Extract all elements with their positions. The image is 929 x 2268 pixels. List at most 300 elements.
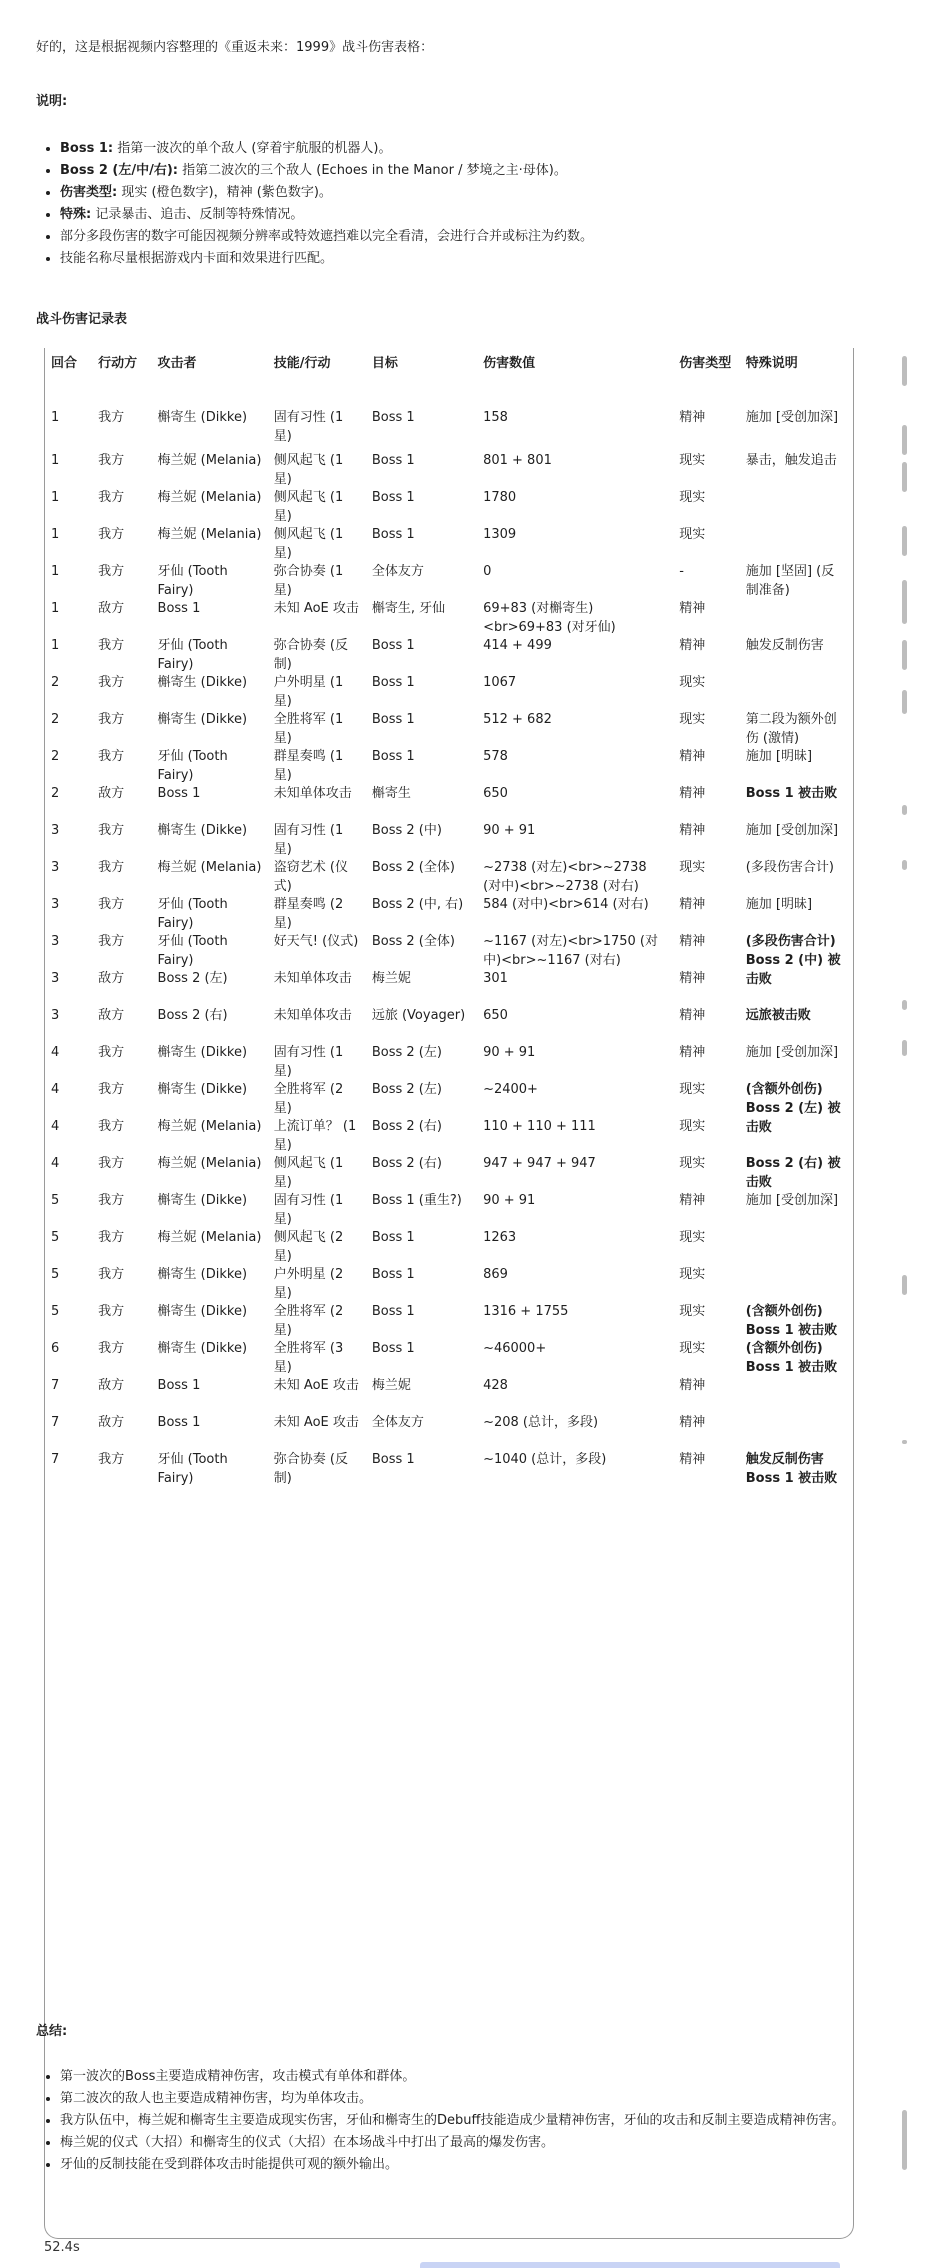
cell-text: 7 <box>51 1415 60 1430</box>
cell-text: 精神 <box>679 897 706 912</box>
table-cell <box>268 525 366 562</box>
table-cell <box>152 599 268 636</box>
column-header <box>740 348 853 402</box>
table-cell <box>45 1117 92 1154</box>
table-cell <box>152 1117 268 1154</box>
table-cell <box>673 969 740 1006</box>
table-cell <box>740 747 853 784</box>
table-row <box>45 1413 853 1450</box>
table-cell <box>673 1043 740 1080</box>
scrollbar-segment[interactable] <box>902 805 907 815</box>
note-label: 伤害类型: <box>60 185 118 200</box>
cell-text: Boss 1 <box>371 453 415 468</box>
table-header-row <box>45 348 853 402</box>
table-cell <box>268 636 366 673</box>
table-cell <box>152 402 268 451</box>
table-row <box>45 1339 853 1376</box>
cell-text: Boss 1 (重生?) <box>371 1193 462 1208</box>
cell-text: 户外明星 (2星) <box>273 1267 344 1301</box>
table-cell <box>92 895 151 932</box>
table-cell <box>152 784 268 821</box>
cell-text: 现实 <box>679 1341 706 1356</box>
table-cell <box>152 1228 268 1265</box>
table-cell <box>152 858 268 895</box>
cell-text: 施加 [明昧] <box>745 749 813 764</box>
cell-text: 固有习性 (1星) <box>273 1045 344 1079</box>
table-cell <box>740 488 853 525</box>
elapsed-timer: 52.4s <box>44 2240 80 2255</box>
table-cell <box>92 1302 151 1339</box>
table-row <box>45 1265 853 1302</box>
table-cell <box>45 1228 92 1265</box>
column-header <box>366 348 477 402</box>
cell-text: 精神 <box>679 1008 706 1023</box>
cell-text: 侧风起飞 (1星) <box>273 490 344 524</box>
column-header <box>477 348 673 402</box>
table-cell <box>740 1302 853 1339</box>
cell-text: 我方 <box>98 638 125 653</box>
column-header <box>268 348 366 402</box>
table-cell <box>477 858 673 895</box>
cell-text: 精神 <box>679 1193 706 1208</box>
table-cell <box>268 821 366 858</box>
cell-text: 现实 <box>679 1156 706 1171</box>
table-row <box>45 895 853 932</box>
table-cell <box>92 488 151 525</box>
summary-list <box>40 2066 880 2176</box>
table-cell <box>673 1376 740 1413</box>
table-cell <box>477 747 673 784</box>
table-cell <box>45 1450 92 1487</box>
cell-text: 现实 <box>679 1082 706 1097</box>
cell-text: 触发反制伤害 Boss 1 被击败 <box>745 1452 838 1486</box>
table-row <box>45 1228 853 1265</box>
table-cell <box>92 1228 151 1265</box>
cell-text: Boss 1 <box>371 749 415 764</box>
table-cell <box>740 525 853 562</box>
table-row <box>45 747 853 784</box>
table-cell <box>673 1413 740 1450</box>
table-cell <box>152 932 268 969</box>
cell-text: 1 <box>51 527 60 542</box>
cell-text: Boss 1 <box>371 675 415 690</box>
cell-text: 90 + 91 <box>483 1193 536 1208</box>
cell-text: 施加 [受创加深] <box>745 1193 839 1208</box>
table-cell <box>268 1154 366 1191</box>
table-cell <box>366 1339 477 1376</box>
table-cell <box>152 1339 268 1376</box>
table-cell <box>268 1228 366 1265</box>
cell-text: (含额外创伤) Boss 2 (左) 被击败 <box>745 1082 841 1135</box>
cell-text: 固有习性 (1星) <box>273 410 344 444</box>
summary-heading: 总结: <box>36 2024 68 2039</box>
table-row <box>45 562 853 599</box>
cell-text: Boss 1 <box>371 527 415 542</box>
table-cell <box>477 969 673 1006</box>
cell-text: Boss 1 <box>371 712 415 727</box>
table-cell <box>740 1191 853 1228</box>
cell-text: 我方 <box>98 675 125 690</box>
cell-text: 侧风起飞 (1星) <box>273 1156 344 1190</box>
cell-text: 现实 <box>679 675 706 690</box>
table-cell <box>366 562 477 599</box>
cell-text: 现实 <box>679 860 706 875</box>
table-cell <box>366 1191 477 1228</box>
table-cell <box>92 1080 151 1117</box>
table-cell <box>477 932 673 969</box>
cell-text: Boss 1 <box>371 410 415 425</box>
cell-text: Boss 2 (中) <box>371 823 442 838</box>
cell-text: 4 <box>51 1045 60 1060</box>
table-cell <box>673 1228 740 1265</box>
cell-text <box>746 488 847 525</box>
column-header-label: 伤害类型 <box>679 356 732 371</box>
damage-table <box>45 348 853 1487</box>
cell-text: Boss 1 <box>371 638 415 653</box>
cell-text: 2 <box>51 749 60 764</box>
table-cell <box>740 1265 853 1302</box>
table-cell <box>477 1376 673 1413</box>
table-cell <box>268 1450 366 1487</box>
scrollbar-segment[interactable] <box>902 526 907 556</box>
cell-text: 2 <box>51 786 60 801</box>
table-cell <box>92 1043 151 1080</box>
cell-text: 2 <box>51 712 60 727</box>
column-header <box>45 348 92 402</box>
table-cell <box>152 525 268 562</box>
cell-text: (多段伤害合计) <box>745 860 834 875</box>
cell-text: 我方 <box>98 1341 125 1356</box>
cell-text: ~1040 (总计，多段) <box>483 1452 607 1467</box>
table-row <box>45 821 853 858</box>
cell-text: 牙仙 (Tooth Fairy) <box>157 897 228 931</box>
cell-text: 敌方 <box>98 1378 125 1393</box>
table-row <box>45 1117 853 1154</box>
table-cell <box>92 636 151 673</box>
cell-text: 槲寄生 (Dikke) <box>157 1341 248 1356</box>
cell-text: 远旅 (Voyager) <box>371 1008 466 1023</box>
table-cell <box>366 1117 477 1154</box>
cell-text: 428 <box>483 1378 508 1393</box>
note-text: 记录暴击、追击、反制等特殊情况。 <box>91 207 304 222</box>
cell-text: 我方 <box>98 823 125 838</box>
cell-text: Boss 2 (全体) <box>371 860 455 875</box>
table-cell <box>673 673 740 710</box>
table-cell <box>673 562 740 599</box>
table-cell <box>268 932 366 969</box>
scrollbar-segment[interactable] <box>902 462 907 492</box>
table-cell <box>366 636 477 673</box>
table-cell <box>152 1265 268 1302</box>
table-cell <box>477 1191 673 1228</box>
summary-item: • 牙仙的反制技能在受到群体攻击时能提供可观的额外输出。 <box>60 2154 880 2176</box>
table-cell <box>366 969 477 1006</box>
table-cell <box>673 1154 740 1191</box>
cell-text: Boss 2 (左) <box>371 1082 442 1097</box>
cell-text: 精神 <box>679 823 706 838</box>
table-cell <box>366 402 477 451</box>
table-row <box>45 525 853 562</box>
cell-text: 我方 <box>98 1230 125 1245</box>
cell-text: 梅兰妮 (Melania) <box>157 1230 262 1245</box>
table-cell <box>45 1413 92 1450</box>
cell-text: 我方 <box>98 564 125 579</box>
cell-text: 弥合协奏 (反制) <box>273 638 348 672</box>
table-cell <box>477 673 673 710</box>
cell-text: 梅兰妮 <box>371 1378 411 1393</box>
table-cell <box>92 1191 151 1228</box>
table-cell <box>740 895 853 932</box>
table-cell <box>477 821 673 858</box>
table-cell <box>268 451 366 488</box>
cell-text: 未知 AoE 攻击 <box>273 1415 359 1430</box>
table-cell <box>152 895 268 932</box>
cell-text <box>746 673 847 710</box>
table-row <box>45 402 853 451</box>
table-cell <box>152 488 268 525</box>
table-cell <box>477 1006 673 1043</box>
table-cell <box>477 895 673 932</box>
column-header <box>92 348 151 402</box>
scrollbar-segment[interactable] <box>902 356 907 386</box>
cell-text: 我方 <box>98 1082 125 1097</box>
scrollbar-segment[interactable] <box>902 1040 907 1056</box>
table-row <box>45 1080 853 1117</box>
column-header <box>673 348 740 402</box>
table-cell <box>366 1228 477 1265</box>
table-cell <box>45 1191 92 1228</box>
table-cell <box>477 1154 673 1191</box>
summary-item: • 第一波次的Boss主要造成精神伤害，攻击模式有单体和群体。 <box>60 2066 880 2088</box>
cell-text: 精神 <box>679 1452 706 1467</box>
column-header-label: 回合 <box>51 356 78 371</box>
cell-text: Boss 1 <box>157 786 201 801</box>
table-cell <box>366 1154 477 1191</box>
table-cell <box>673 1080 740 1117</box>
cell-text: 现实 <box>679 1230 706 1245</box>
note-item <box>60 204 593 226</box>
table-row <box>45 710 853 747</box>
table-cell <box>673 1117 740 1154</box>
cell-text: 现实 <box>679 1119 706 1134</box>
cell-text: 侧风起飞 (1星) <box>273 527 344 561</box>
cell-text: 1780 <box>483 490 517 505</box>
column-header-label: 伤害数值 <box>483 356 536 371</box>
table-cell <box>152 969 268 1006</box>
table-cell <box>92 1117 151 1154</box>
cell-text: 110 + 110 + 111 <box>483 1119 596 1134</box>
table-cell <box>268 747 366 784</box>
cell-text: 敌方 <box>98 786 125 801</box>
cell-text: Boss 1 <box>157 1415 201 1430</box>
cell-text: 梅兰妮 (Melania) <box>157 527 262 542</box>
table-cell <box>92 402 151 451</box>
table-cell <box>268 1302 366 1339</box>
cell-text: 敌方 <box>98 1008 125 1023</box>
note-text: 现实 (橙色数字)，精神 (紫色数字)。 <box>117 185 332 200</box>
table-row <box>45 858 853 895</box>
cell-text: 7 <box>51 1378 60 1393</box>
cell-text: 精神 <box>679 601 706 616</box>
cell-text <box>746 1413 847 1450</box>
note-item <box>60 226 593 248</box>
cell-text: 我方 <box>98 527 125 542</box>
table-cell <box>740 673 853 710</box>
table-cell <box>477 1043 673 1080</box>
cell-text: 侧风起飞 (2星) <box>273 1230 344 1264</box>
note-label: 特殊: <box>60 207 92 222</box>
table-cell <box>92 1450 151 1487</box>
cell-text: ~46000+ <box>483 1341 547 1356</box>
cell-text: 我方 <box>98 1452 125 1467</box>
scrollbar-segment[interactable] <box>902 860 907 870</box>
cell-text: 施加 [受创加深] <box>745 410 839 425</box>
cell-text: 我方 <box>98 749 125 764</box>
table-cell <box>45 969 92 1006</box>
scrollbar-segment[interactable] <box>902 690 907 714</box>
cell-text: 1 <box>51 410 60 425</box>
cell-text: 我方 <box>98 1156 125 1171</box>
table-heading: 战斗伤害记录表 <box>36 312 128 327</box>
damage-table-container <box>44 348 854 2239</box>
cell-text: 梅兰妮 (Melania) <box>157 860 262 875</box>
table-row <box>45 1302 853 1339</box>
cell-text: 固有习性 (1星) <box>273 1193 344 1227</box>
scrollbar-segment[interactable] <box>902 1440 907 1444</box>
cell-text: 梅兰妮 (Melania) <box>157 490 262 505</box>
table-cell <box>366 1450 477 1487</box>
cell-text: 4 <box>51 1082 60 1097</box>
table-cell <box>268 1265 366 1302</box>
table-cell <box>92 969 151 1006</box>
table-cell <box>673 747 740 784</box>
cell-text: 精神 <box>679 786 706 801</box>
cell-text: 牙仙 (Tooth Fairy) <box>157 1452 228 1486</box>
cell-text: 1316 + 1755 <box>483 1304 569 1319</box>
column-header <box>152 348 268 402</box>
cell-text: 槲寄生 (Dikke) <box>157 823 248 838</box>
cell-text: 869 <box>483 1267 508 1282</box>
table-cell <box>740 821 853 858</box>
cell-text: 槲寄生 (Dikke) <box>157 1045 248 1060</box>
table-cell <box>152 1376 268 1413</box>
table-cell <box>740 636 853 673</box>
cell-text: 301 <box>483 971 508 986</box>
table-cell <box>152 1191 268 1228</box>
table-cell <box>45 488 92 525</box>
scrollbar-segment[interactable] <box>902 425 907 455</box>
table-cell <box>92 1265 151 1302</box>
table-cell <box>740 599 853 636</box>
table-cell <box>366 673 477 710</box>
table-cell <box>152 1413 268 1450</box>
table-cell <box>152 1302 268 1339</box>
table-cell <box>268 1117 366 1154</box>
cell-text: 0 <box>483 564 492 579</box>
table-row <box>45 451 853 488</box>
table-cell <box>673 1191 740 1228</box>
table-cell <box>740 1043 853 1080</box>
table-cell <box>673 784 740 821</box>
table-cell <box>673 858 740 895</box>
cell-text: 1309 <box>483 527 517 542</box>
table-cell <box>268 1006 366 1043</box>
cell-text: 现实 <box>679 1304 706 1319</box>
scrollbar-segment[interactable] <box>902 580 907 624</box>
table-cell <box>45 1006 92 1043</box>
table-row <box>45 1376 853 1413</box>
table-cell <box>268 784 366 821</box>
cell-text: 578 <box>483 749 508 764</box>
cell-text: 我方 <box>98 453 125 468</box>
scrollbar-segment[interactable] <box>902 1000 907 1010</box>
cell-text: 梅兰妮 (Melania) <box>157 1156 262 1171</box>
scrollbar-segment[interactable] <box>902 640 907 670</box>
table-cell <box>45 599 92 636</box>
cell-text: 全胜将军 (2星) <box>273 1082 344 1116</box>
cell-text: 我方 <box>98 1193 125 1208</box>
cell-text: Boss 1 <box>371 1452 415 1467</box>
cell-text: 远旅被击败 <box>745 1008 811 1023</box>
cell-text <box>746 525 847 562</box>
cell-text: 512 + 682 <box>483 712 552 727</box>
cell-text: Boss 2 (左) <box>371 1045 442 1060</box>
table-cell <box>477 636 673 673</box>
table-cell <box>673 932 740 969</box>
column-header-label: 攻击者 <box>157 356 197 371</box>
table-row <box>45 1006 853 1043</box>
table-cell <box>45 895 92 932</box>
input-bar-edge[interactable] <box>420 2262 840 2268</box>
cell-text: 弥合协奏 (反制) <box>273 1452 348 1486</box>
cell-text: 现实 <box>679 712 706 727</box>
cell-text: Boss 2 (右) 被击败 <box>745 1156 841 1190</box>
cell-text: 弥合协奏 (1星) <box>273 564 344 598</box>
cell-text: 未知 AoE 攻击 <box>273 601 359 616</box>
table-cell <box>673 710 740 747</box>
cell-text: 我方 <box>98 712 125 727</box>
cell-text: 精神 <box>679 1045 706 1060</box>
table-cell <box>152 562 268 599</box>
table-cell <box>268 599 366 636</box>
table-cell <box>45 821 92 858</box>
cell-text: 4 <box>51 1119 60 1134</box>
note-label: Boss 1: <box>60 141 114 156</box>
scrollbar-segment[interactable] <box>902 1275 907 1295</box>
table-cell <box>268 1080 366 1117</box>
cell-text <box>746 1265 847 1302</box>
table-cell <box>152 451 268 488</box>
table-cell <box>152 636 268 673</box>
cell-text: 全体友方 <box>371 564 424 579</box>
cell-text: 槲寄生 (Dikke) <box>157 712 248 727</box>
table-cell <box>268 1191 366 1228</box>
cell-text: 敌方 <box>98 601 125 616</box>
cell-text: 槲寄生 (Dikke) <box>157 1267 248 1282</box>
table-cell <box>45 1080 92 1117</box>
table-cell <box>673 1339 740 1376</box>
intro-text: 好的，这是根据视频内容整理的《重返未来：1999》战斗伤害表格： <box>36 40 434 55</box>
table-cell <box>366 858 477 895</box>
scrollbar-segment[interactable] <box>902 2110 907 2170</box>
cell-text: 90 + 91 <box>483 1045 536 1060</box>
table-cell <box>477 1228 673 1265</box>
table-cell <box>92 784 151 821</box>
table-cell <box>268 1376 366 1413</box>
cell-text: 上流订单？ (1星) <box>273 1119 357 1153</box>
table-cell <box>92 858 151 895</box>
table-cell <box>92 1006 151 1043</box>
